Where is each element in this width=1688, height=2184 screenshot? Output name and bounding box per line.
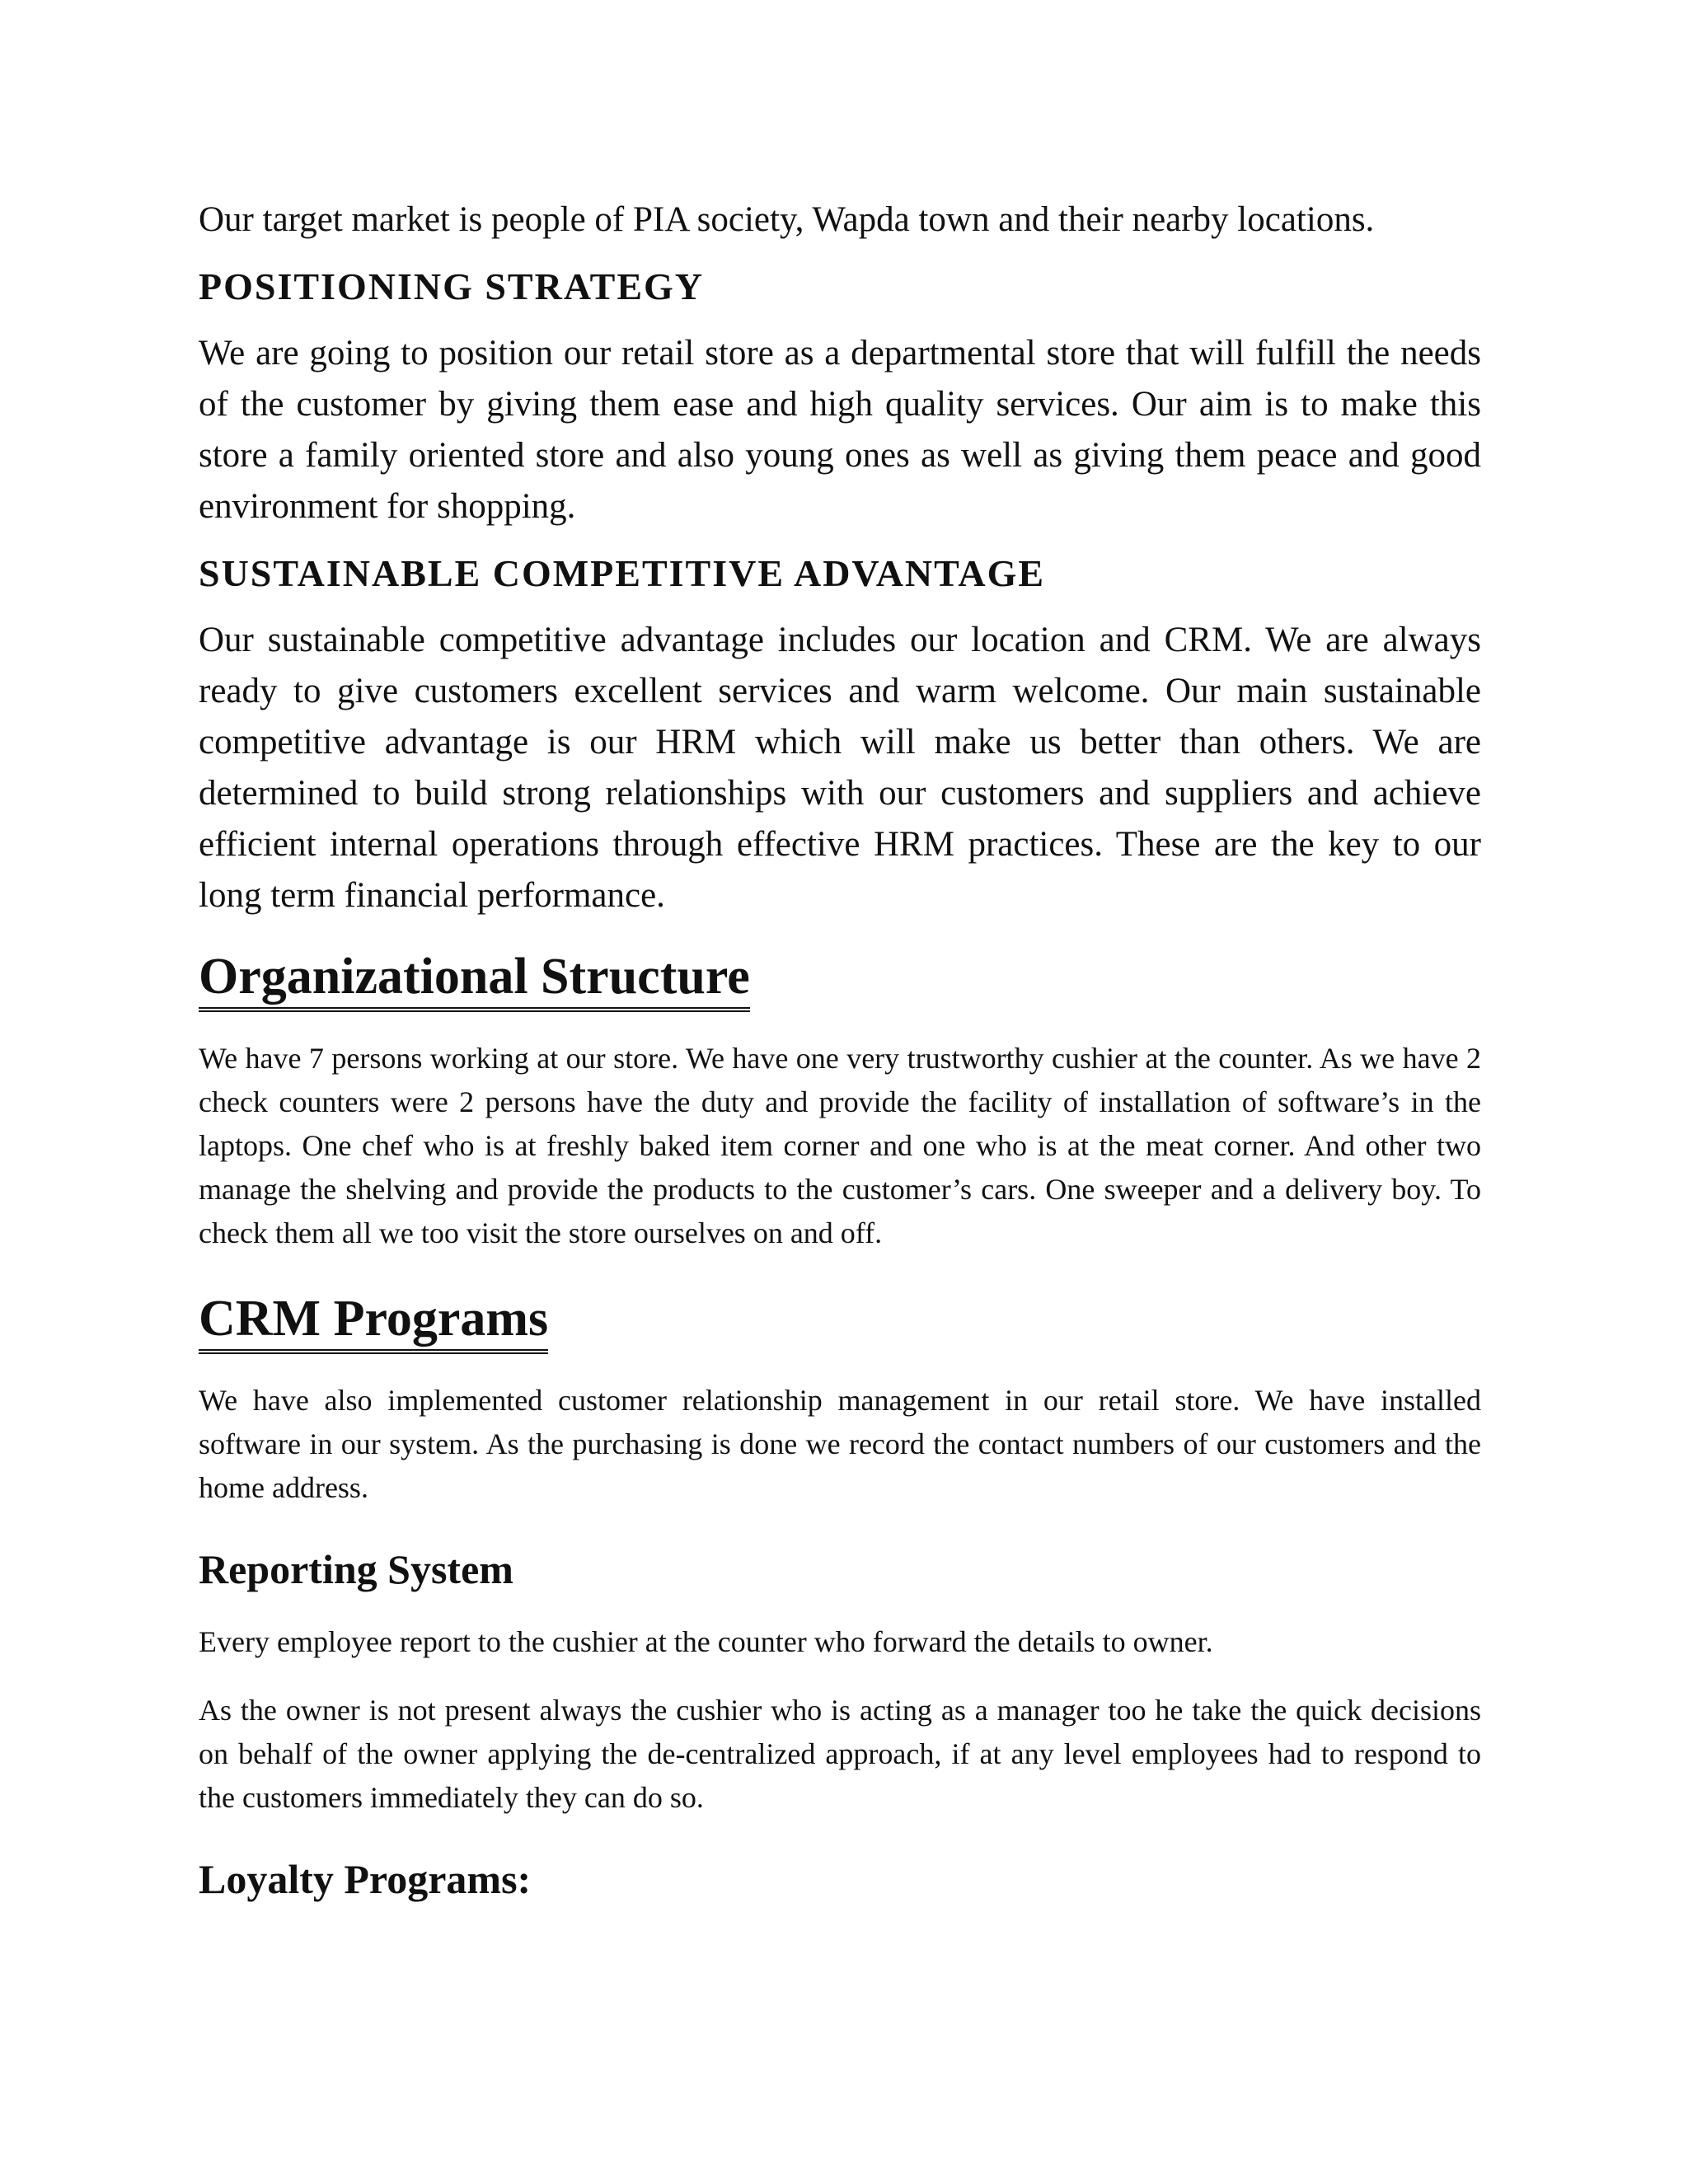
intro-paragraph: Our target market is people of PIA society, Wapda town and their nearby locations. — [199, 200, 1375, 239]
reporting-heading: Reporting System — [199, 1546, 513, 1592]
crm-paragraph: We have also implemented customer relationship management in our retail store. We have installed software in our system. As the purchasing is done we record the contact numbers of our customers and the home address. — [199, 1384, 1481, 1504]
organization-paragraph: We have 7 persons working at our store. We have one very trustworthy cushier at the counter. As we have 2 check counters were 2 persons have the duty and provide the facility of installation of software’s in the laptops. One chef who is at freshly baked item corner and one who is at the meat corner. And other two manage the shelving and provide the products to the customer’s cars. One sweeper and a delivery boy. To check them all we too visit the store ourselves on and off. — [199, 1042, 1481, 1249]
reporting-paragraph-1: Every employee report to the cushier at the counter who forward the details to owner. — [199, 1625, 1213, 1658]
crm-heading: CRM Programs — [199, 1288, 548, 1354]
loyalty-heading: Loyalty Programs: — [199, 1856, 532, 1902]
positioning-heading: POSITIONING STRATEGY — [199, 265, 705, 307]
reporting-paragraph-2: As the owner is not present always the cushier who is acting as a manager too he take the quick decisions on behalf of the owner applying the de-centralized approach, if at any level employees had to respond to the customers immediately they can do so. — [199, 1694, 1481, 1814]
advantage-paragraph: Our sustainable competitive advantage includes our location and CRM. We are always ready to give customers excellent services and warm welcome. Our main sustainable competitive advantage is our HRM which will make us better than others. We are determined to build strong relationships with our customers and suppliers and achieve efficient internal operations through effective HRM practices. These are the key to our long term financial performance. — [199, 621, 1481, 915]
organization-heading: Organizational Structure — [199, 946, 750, 1012]
advantage-heading: SUSTAINABLE COMPETITIVE ADVANTAGE — [199, 552, 1046, 594]
positioning-paragraph: We are going to position our retail store as a departmental store that will fulfill the needs of the customer by giving them ease and high quality services. Our aim is to make this store a family oriented store and also young ones as well as giving them peace and good environment for shopping. — [199, 334, 1481, 526]
document-page — [199, 194, 1481, 1905]
